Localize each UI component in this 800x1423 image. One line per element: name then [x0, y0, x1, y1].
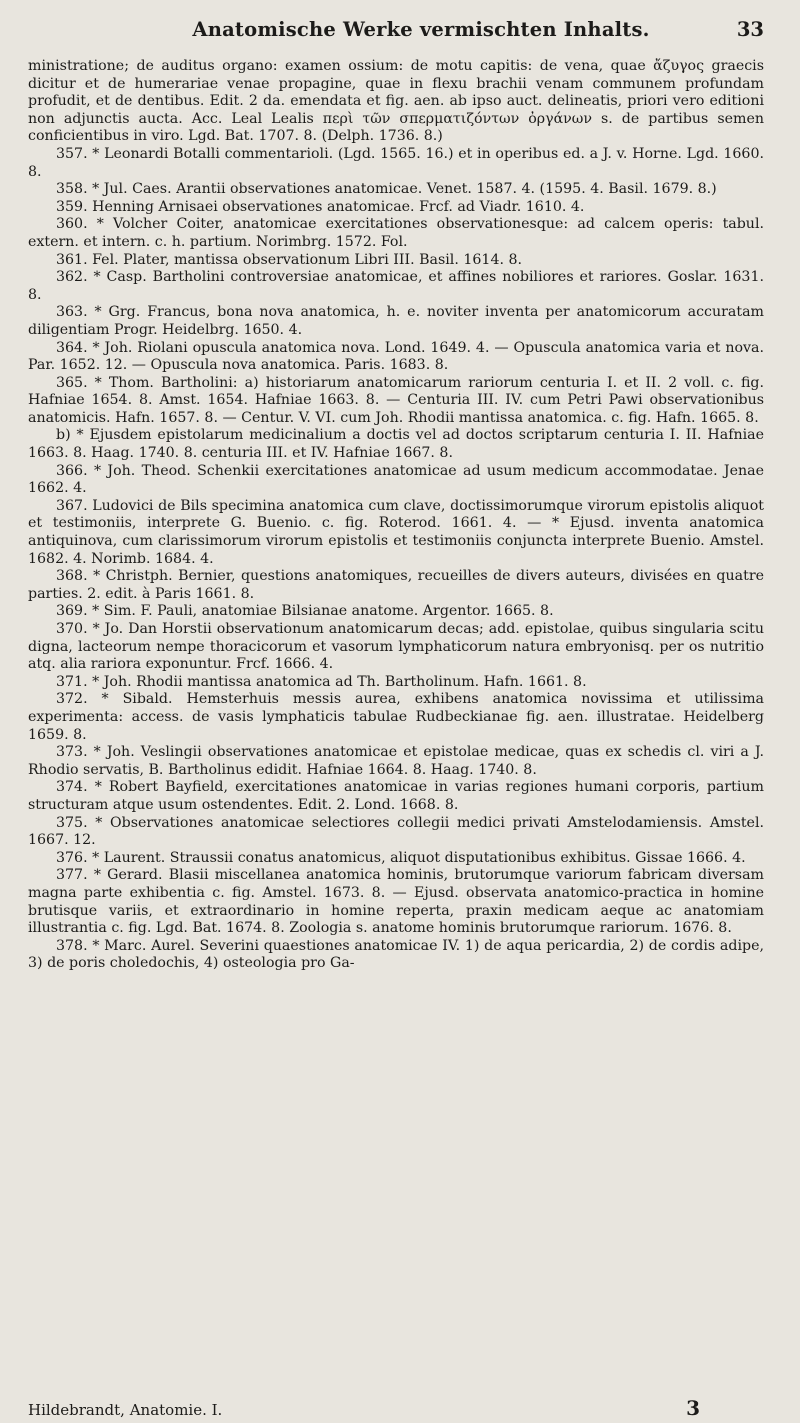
- entry-text: * Volcher Coiter, anatomicae exercitationes observationesque: ad calcem operis: tabul. extern. et intern. c. h. partium. Norimbrg. 1572. Fol.: [28, 216, 764, 250]
- entry-number: 362.: [56, 269, 88, 286]
- entry-number: 360.: [56, 216, 88, 233]
- bibliography-entry: [28, 568, 764, 603]
- entry-number: 361.: [56, 251, 88, 268]
- entry-number: 359.: [56, 198, 88, 215]
- bibliography-entry: [28, 744, 764, 779]
- running-title: Anatomische Werke vermischten Inhalts.: [192, 18, 650, 41]
- bibliography-entry: [28, 691, 764, 744]
- entry-number: 376.: [56, 849, 88, 866]
- entry-text: * Jul. Caes. Arantii observationes anatomicae. Venet. 1587. 4. (1595. 4. Basil. 1679. 8.): [92, 181, 717, 198]
- entry-number: 373.: [56, 744, 88, 761]
- page-number: 33: [736, 18, 764, 41]
- bibliography-entry: [28, 779, 764, 814]
- entry-text: * Joh. Rhodii mantissa anatomica ad Th. Bartholinum. Hafn. 1661. 8.: [92, 673, 587, 690]
- entry-text: Fel. Plater, mantissa observationum Libri III. Basil. 1614. 8.: [92, 251, 523, 268]
- bibliography-entry: [28, 181, 764, 199]
- entry-text: * Joh. Veslingii observationes anatomicae et epistolae medicae, quas ex schedis cl. viri a J. Rhodio servatis, B. Bartholinus edidit. Hafniae 1664. 8. Haag. 1740. 8.: [28, 744, 765, 778]
- bibliography-entry: [28, 216, 764, 251]
- entry-number: 371.: [56, 673, 88, 690]
- page-footer: [28, 1396, 764, 1420]
- entry-number: 374.: [56, 779, 88, 796]
- entry-text: * Sibald. Hemsterhuis messis aurea, exhibens anatomica novissima et utilissima experimenta: access. de vasis lymphaticis tabulae Rudbeckianae fig. aen. illustratae. Heidelberg 1659. 8.: [28, 691, 764, 743]
- entry-text: * Laurent. Straussii conatus anatomicus, aliquot disputationibus exhibitus. Gissae 1666. 4.: [92, 849, 746, 866]
- entry-text: * Casp. Bartholini controversiae anatomicae, et affines nobiliores et rariores. Goslar. 1631. 8.: [28, 269, 764, 303]
- entry-text: * Marc. Aurel. Severini quaestiones anatomicae IV. 1) de aqua pericardia, 2) de cordis adipe, 3) de poris choledochis, 4) osteologia pro Ga-: [28, 937, 764, 972]
- entry-number: 378.: [56, 937, 88, 954]
- entry-text: Ludovici de Bils specimina anatomica cum clave, doctissimorumque virorum epistolis aliquot et testimoniis, interprete G. Buenio. c. fig. Roterod. 1661. 4. — * Ejusd. inventa anatomica antiquinova, cum clarissimorum virorum epistolis et testimoniis conjuncta interprete Buenio. Amstel. 1682. 4. Norimb. 1684. 4.: [28, 497, 764, 567]
- bibliography-entry: [28, 498, 764, 568]
- entry-number: 363.: [56, 304, 88, 321]
- entry-number: 366.: [56, 462, 88, 479]
- entry-text: * Leonardi Botalli commentarioli. (Lgd. 1565. 16.) et in operibus ed. a J. v. Horne. Lgd. 1660. 8.: [28, 145, 764, 180]
- entry-text: * Thom. Bartholini: a) historiarum anatomicarum rariorum centuria I. et II. 2 voll. c. fig. Hafniae 1654. 8. Amst. 1654. Hafniae 1663. 8. — Centuria III. IV. cum Petri Pawi observationibus anatomicis. Hafn. 1657. 8. — Centur. V. VI. cum Joh. Rhodii mantissa anatomica. c. fig. Hafn. 1665. 8.: [28, 374, 765, 426]
- bibliography-entry: [28, 199, 764, 217]
- entry-text: * Joh. Theod. Schenkii exercitationes anatomicae ad usum medicum accommodatae. Jenae 1662. 4.: [28, 462, 765, 497]
- entry-text: * Joh. Riolani opuscula anatomica nova. Lond. 1649. 4. — Opuscula anatomica varia et nova. Par. 1652. 12. — Opuscula nova anatomica. Paris. 1683. 8.: [28, 339, 764, 374]
- bibliography-entry: [28, 603, 764, 621]
- page-header: [28, 18, 764, 58]
- entry-number: 369.: [56, 603, 88, 620]
- bibliography-entry: [28, 938, 764, 973]
- entry-text: ministratione; de auditus organo: examen ossium: de motu capitis: de vena, quae ἄζυγος graecis dicitur et de humerariae venae propagine, quae in flexu brachii venam communem profundam profudit, et de dentibus. Edit. 2 da. emendata et fig. aen. ab ipso auct. delineatis, priori vero editioni non adjunctis aucta. Acc. Leal Lealis περὶ τῶν σπερματιζόντων ὀργάνων s. de partibus semen conficientibus in viro. Lgd. Bat. 1707. 8. (Delph. 1736. 8.): [28, 58, 764, 145]
- entry-number: 375.: [56, 814, 88, 831]
- entry-number: 364.: [56, 339, 88, 356]
- entry-number: 377.: [56, 867, 88, 884]
- bibliography-entry: [28, 252, 764, 270]
- entry-text: * Gerard. Blasii miscellanea anatomica hominis, brutorumque variorum fabricam diversam magna parte exhibentia c. fig. Amstel. 1673. 8. — Ejusd. observata anatomico-practica in homine brutisque variis, et extraordinario in homine reperta, praxin medicam aeque ac anatomiam illustrantia c. fig. Lgd. Bat. 1674. 8. Zoologia s. anatome hominis brutorumque rariorum. 1676. 8.: [28, 867, 764, 937]
- bibliography-entry: [28, 58, 764, 146]
- bibliography-entry: [28, 375, 764, 428]
- entry-number: 357.: [56, 145, 88, 162]
- signature-mark: 3: [686, 1396, 700, 1420]
- bibliography-entry: [28, 621, 764, 674]
- bibliography-entry: [28, 674, 764, 692]
- footer-catchline: Hildebrandt, Anatomie. I.: [28, 1401, 223, 1419]
- entry-number: 365.: [56, 374, 88, 391]
- bibliography-entry: [28, 340, 764, 375]
- bibliography-entry: [28, 867, 764, 937]
- entry-text: * Jo. Dan Horstii observationum anatomicarum decas; add. epistolae, quibus singularia scitu digna, lacteorum nempe thoracicorum et vasorum lymphaticorum natura embryonisq. per os nutritio atq. alia rariora exponuntur. Frcf. 1666. 4.: [28, 621, 765, 673]
- bibliography-list: [28, 58, 764, 973]
- entry-number: 358.: [56, 181, 88, 198]
- bibliography-entry: [28, 850, 764, 868]
- entry-number: 367.: [56, 497, 88, 514]
- bibliography-entry: [28, 304, 764, 339]
- entry-text: Henning Arnisaei observationes anatomicae. Frcf. ad Viadr. 1610. 4.: [92, 198, 585, 215]
- bibliography-entry: [28, 269, 764, 304]
- bibliography-entry: [28, 815, 764, 850]
- entry-number: 368.: [56, 568, 88, 585]
- bibliography-entry: [28, 146, 764, 181]
- bibliography-entry: [28, 463, 764, 498]
- entry-text: b) * Ejusdem epistolarum medicinalium a doctis vel ad doctos scriptarum centuria I. II. Hafniae 1663. 8. Haag. 1740. 8. centuria III. et IV. Hafniae 1667. 8.: [28, 427, 764, 462]
- entry-number: 372.: [56, 691, 88, 708]
- entry-text: * Sim. F. Pauli, anatomiae Bilsianae anatome. Argentor. 1665. 8.: [92, 603, 554, 620]
- entry-text: * Grg. Francus, bona nova anatomica, h. e. noviter inventa per anatomicorum accuratam diligentiam Progr. Heidelbrg. 1650. 4.: [28, 304, 764, 338]
- bibliography-entry: [28, 427, 764, 462]
- entry-text: * Observationes anatomicae selectiores collegii medici privati Amstelodamiensis. Amstel. 1667. 12.: [28, 814, 764, 849]
- entry-text: * Christph. Bernier, questions anatomiques, recueilles de divers auteurs, divisées en quatre parties. 2. edit. à Paris 1661. 8.: [28, 568, 764, 602]
- entry-text: * Robert Bayfield, exercitationes anatomicae in varias regiones humani corporis, partium structuram atque usum ostendentes. Edit. 2. Lond. 1668. 8.: [28, 779, 764, 813]
- entry-number: 370.: [56, 621, 88, 637]
